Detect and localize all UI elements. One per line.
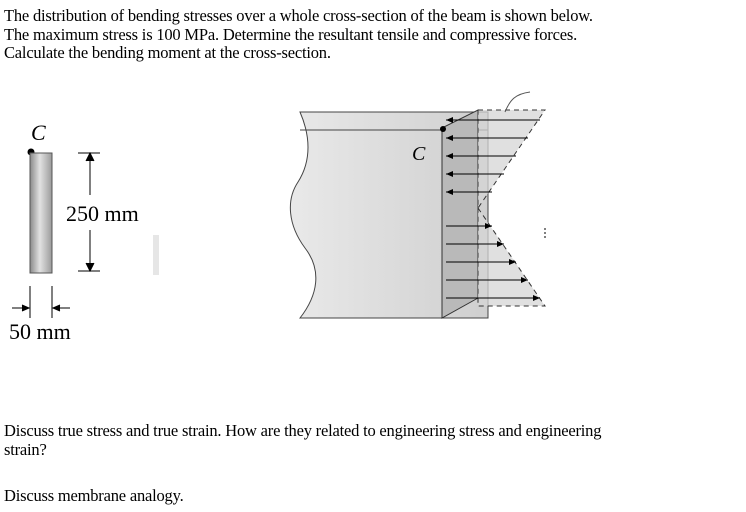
section-label-c: C <box>31 120 46 145</box>
height-label: 250 mm <box>66 201 139 226</box>
cross-section-rect <box>30 153 52 273</box>
cut-face <box>442 110 478 318</box>
tensile-wedge <box>478 208 545 306</box>
problem-1-line-1: The distribution of bending stresses over a whole cross-section of the beam is shown below. <box>4 6 593 25</box>
panel-edge <box>153 235 159 275</box>
problem-2-line-2: strain? <box>4 439 47 459</box>
problem-2-line-1: Discuss true stress and true strain. How are they related to engineering stress and engineering <box>4 421 602 440</box>
problem-3-line-1: Discuss membrane analogy. <box>4 486 184 505</box>
width-label: 50 mm <box>9 319 71 344</box>
problem-1-line-2: The maximum stress is 100 MPa. Determine the resultant tensile and compressive forces. <box>4 24 577 44</box>
beam-neutral-point <box>440 126 446 132</box>
beam-label-c: C <box>412 143 426 165</box>
compressive-wedge <box>478 110 545 208</box>
problem-1-line-3: Calculate the bending moment at the cross-section. <box>4 43 331 62</box>
width-dimension <box>12 286 70 318</box>
curl-line <box>505 92 530 112</box>
problem-3-text <box>4 487 734 506</box>
problem-2-text <box>4 422 734 459</box>
